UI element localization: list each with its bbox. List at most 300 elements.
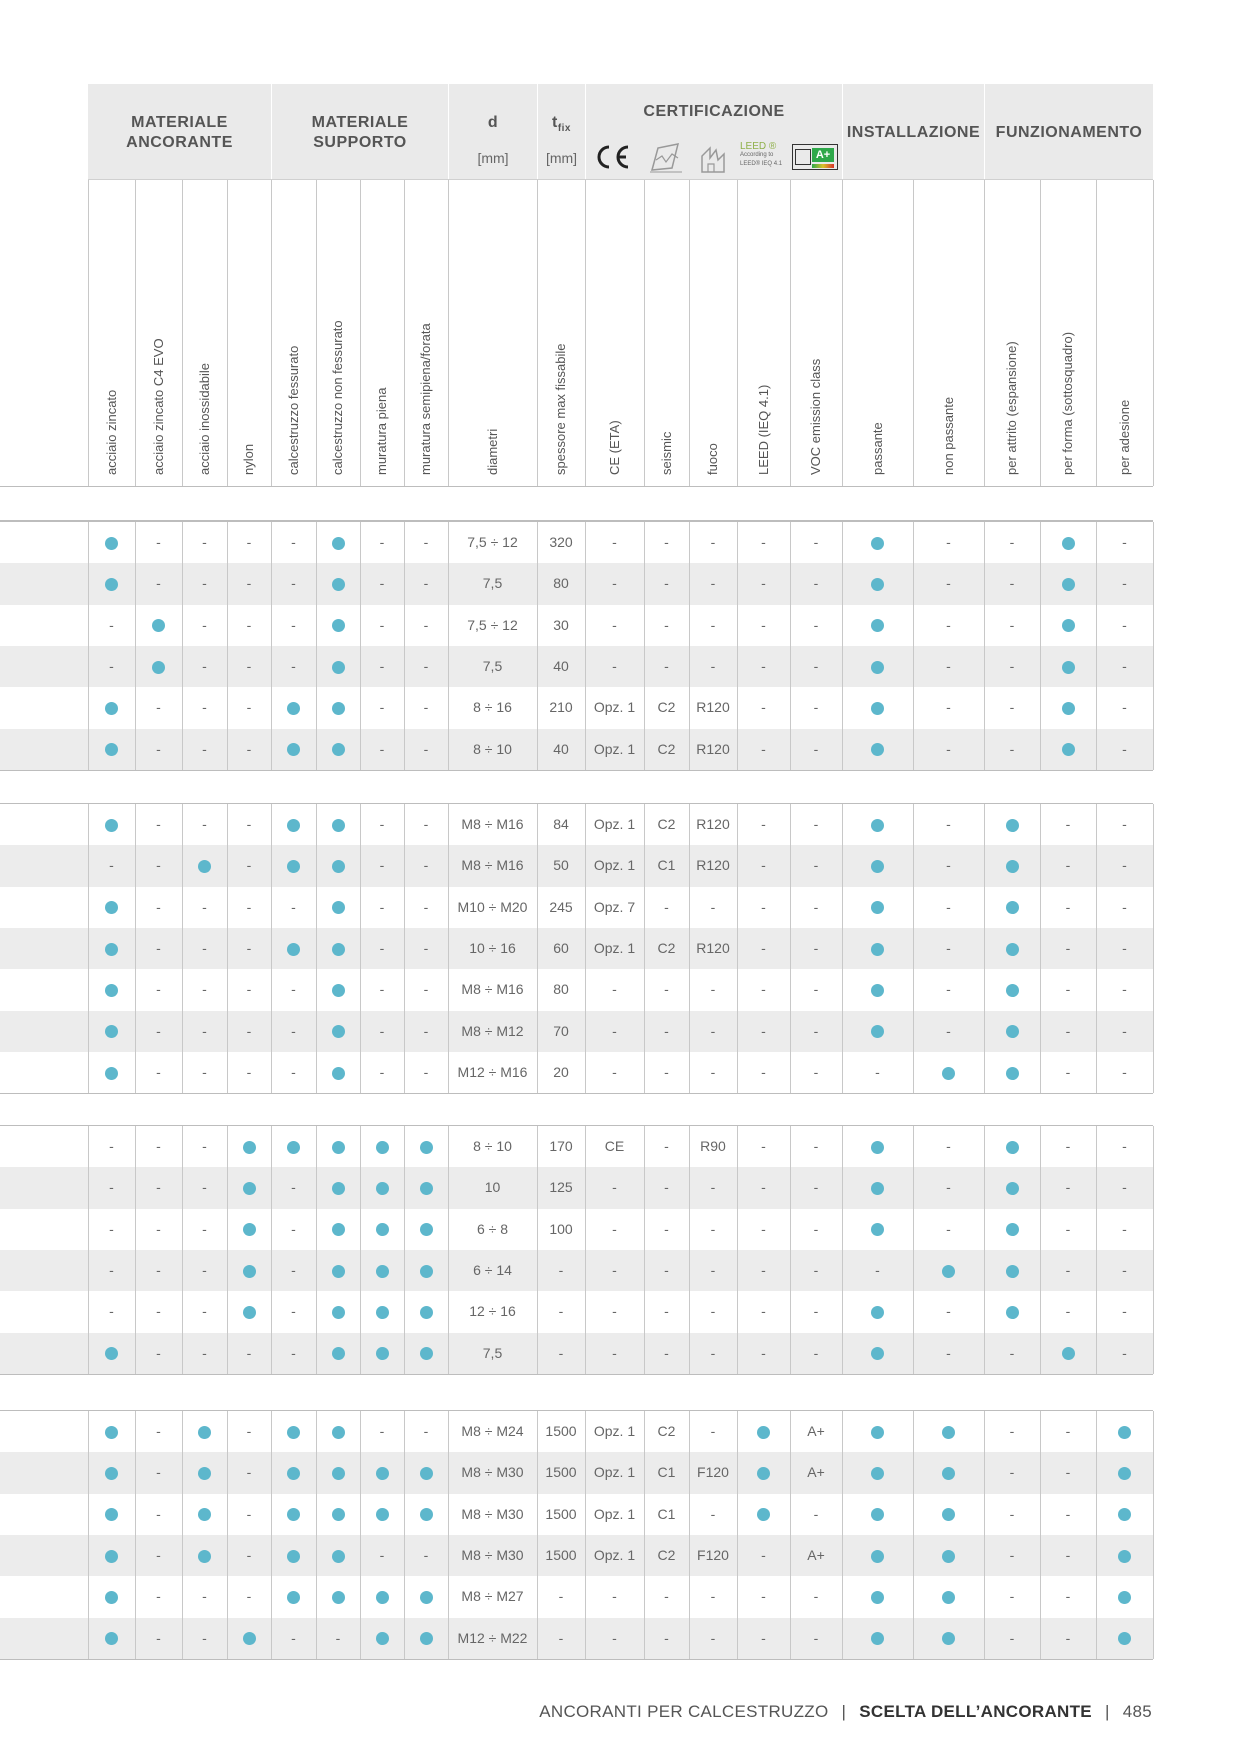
table-cell: -: [423, 939, 429, 956]
dot-icon: [332, 984, 345, 997]
dot-marker: [842, 605, 913, 646]
table-cell: Opz. 1: [593, 1546, 636, 1563]
table-cell: -: [710, 657, 716, 674]
header-unit: [mm]: [545, 150, 578, 166]
dot-icon: [871, 537, 884, 550]
table-cell: -: [710, 1588, 716, 1605]
table-cell: -: [202, 1138, 207, 1154]
table-cell: Opz. 1: [593, 939, 636, 956]
dot-marker: [737, 1452, 790, 1493]
table-cell: -: [246, 1423, 252, 1439]
dot-icon: [332, 1467, 345, 1480]
table-row: [0, 1494, 1153, 1535]
table-cell: -: [423, 1022, 429, 1039]
table-cell: -: [1009, 1423, 1015, 1439]
dot-icon: [105, 1591, 118, 1604]
dot-marker: [842, 845, 913, 886]
dot-icon: [871, 743, 884, 756]
table-cell: -: [379, 1022, 385, 1039]
column-label: acciaio zincato: [103, 389, 119, 475]
table-cell: 12 ÷ 16: [469, 1303, 516, 1320]
table-row: [0, 1618, 1153, 1659]
table-cell: -: [813, 1344, 819, 1361]
table-cell: -: [664, 898, 669, 915]
dot-icon: [1006, 1306, 1019, 1319]
header-label: CERTIFICAZIONE: [643, 103, 785, 120]
dot-icon: [376, 1632, 389, 1645]
table-cell: -: [423, 981, 429, 998]
table-cell: -: [612, 1022, 617, 1039]
dot-marker: [913, 1411, 984, 1452]
table-cell: -: [612, 1344, 617, 1361]
table-cell: -: [1065, 981, 1071, 998]
column-divider: [790, 180, 791, 486]
table-cell: -: [664, 1344, 669, 1361]
dot-icon: [332, 537, 345, 550]
dot-icon: [871, 1223, 884, 1236]
table-cell: -: [423, 534, 429, 550]
table-cell: 6 ÷ 14: [473, 1261, 512, 1278]
table-cell: -: [291, 1344, 296, 1361]
table-cell: 60: [553, 939, 569, 956]
table-cell: -: [813, 740, 819, 757]
column-label: fuoco: [705, 443, 720, 475]
table-cell: -: [379, 699, 385, 716]
dot-marker: [404, 1576, 448, 1617]
table-cell: -: [813, 699, 819, 716]
column-divider: [644, 180, 645, 486]
dot-icon: [152, 661, 165, 674]
table-cell: CE: [604, 1138, 625, 1154]
dot-icon: [287, 943, 300, 956]
header-tfix: [538, 84, 585, 179]
dot-marker: [404, 1618, 448, 1659]
dot-marker: [404, 1126, 448, 1167]
column-label: spessore max fissabile: [553, 343, 568, 475]
dot-marker: [360, 1333, 404, 1374]
table-cell: -: [875, 1261, 880, 1278]
dot-marker: [984, 1011, 1040, 1052]
table-cell: -: [664, 657, 669, 674]
header-materiale-supporto: [272, 84, 448, 179]
table-cell: -: [761, 575, 766, 592]
table-cell: -: [612, 657, 617, 674]
table-cell: -: [1122, 1138, 1127, 1154]
table-cell: -: [202, 898, 207, 915]
column-divider: [689, 180, 690, 486]
table-cell: M8 ÷ M16: [461, 816, 524, 832]
footer-separator: |: [841, 1702, 847, 1721]
table-cell: -: [1065, 1179, 1071, 1196]
table-cell: -: [1065, 1022, 1071, 1039]
table-cell: -: [664, 1138, 669, 1154]
dot-icon: [332, 1182, 345, 1195]
dot-marker: [88, 1411, 135, 1452]
column-label: nylon: [241, 443, 256, 475]
table-cell: -: [946, 857, 951, 874]
table-cell: -: [156, 699, 161, 716]
dot-icon: [1006, 901, 1019, 914]
dot-icon: [243, 1632, 256, 1645]
dot-icon: [287, 743, 300, 756]
table-cell: -: [246, 575, 252, 592]
column-label: per forma (sottosquadro): [1060, 331, 1075, 475]
table-cell: 70: [553, 1022, 569, 1039]
dot-icon: [332, 1550, 345, 1563]
table-cell: -: [379, 939, 385, 956]
table-cell: -: [761, 616, 766, 633]
table-cell: -: [379, 1546, 385, 1563]
header-label: [538, 113, 585, 139]
table-cell: -: [761, 699, 766, 716]
table-cell: -: [946, 1303, 951, 1320]
dot-marker: [271, 729, 316, 770]
dot-icon: [942, 1550, 955, 1563]
table-cell: -: [1009, 1464, 1015, 1481]
dot-marker: [984, 1291, 1040, 1332]
table-cell: -: [379, 816, 385, 832]
dot-marker: [404, 1494, 448, 1535]
dot-marker: [1096, 1618, 1153, 1659]
table-cell: -: [423, 816, 429, 832]
dot-marker: [1040, 729, 1096, 770]
dot-icon: [942, 1508, 955, 1521]
table-cell: -: [710, 534, 716, 550]
table-cell: -: [1065, 816, 1071, 832]
table-cell: -: [813, 1588, 819, 1605]
table-cell: -: [156, 1629, 161, 1646]
dot-icon: [871, 1550, 884, 1563]
dot-marker: [1096, 1411, 1153, 1452]
dot-marker: [182, 1494, 227, 1535]
dot-marker: [88, 1494, 135, 1535]
column-label: per attrito (espansione): [1004, 341, 1019, 475]
dot-marker: [842, 729, 913, 770]
header-label: d: [487, 114, 499, 131]
dot-marker: [842, 1452, 913, 1493]
column-divider: [842, 180, 843, 486]
dot-marker: [404, 1333, 448, 1374]
table-cell: -: [558, 1344, 564, 1361]
column-label: calcestruzzo non fessurato: [330, 320, 345, 475]
dot-icon: [105, 901, 118, 914]
table-cell: -: [813, 1629, 819, 1646]
table-cell: -: [761, 534, 766, 550]
table-cell: C1: [657, 1464, 676, 1481]
dot-icon: [332, 819, 345, 832]
dot-marker: [182, 1535, 227, 1576]
table-cell: -: [946, 534, 951, 550]
dot-marker: [316, 646, 360, 687]
header-materiale-ancorante: [88, 84, 271, 179]
dot-marker: [913, 1052, 984, 1093]
table-cell: Opz. 1: [593, 1464, 636, 1481]
table-cell: -: [291, 1179, 296, 1196]
dot-marker: [842, 804, 913, 845]
table-cell: -: [1065, 939, 1071, 956]
voc-emission-icon: [792, 144, 838, 170]
table-cell: M8 ÷ M27: [461, 1588, 524, 1605]
table-cell: -: [710, 1629, 716, 1646]
dot-icon: [332, 943, 345, 956]
table-cell: 8 ÷ 10: [473, 740, 512, 757]
table-cell: -: [1009, 699, 1015, 716]
dot-marker: [1040, 687, 1096, 728]
column-divider: [585, 180, 586, 486]
table-cell: -: [156, 981, 161, 998]
table-cell: -: [1009, 534, 1015, 550]
dot-marker: [316, 1052, 360, 1093]
table-row: [0, 1576, 1153, 1617]
dot-marker: [182, 1411, 227, 1452]
header-certificazione: [586, 84, 842, 179]
dot-marker: [1040, 1333, 1096, 1374]
table-cell: A+: [807, 1546, 825, 1563]
dot-icon: [871, 1632, 884, 1645]
table-cell: -: [156, 575, 161, 592]
table-cell: -: [246, 981, 252, 998]
table-cell: M12 ÷ M22: [457, 1629, 528, 1646]
table-cell: -: [1122, 740, 1127, 757]
column-divider: [404, 180, 405, 486]
dot-marker: [316, 1535, 360, 1576]
header-unit: [mm]: [477, 150, 509, 166]
dot-marker: [227, 1291, 271, 1332]
table-cell: A+: [807, 1464, 825, 1481]
table-cell: M8 ÷ M12: [461, 1022, 524, 1039]
table-cell: -: [202, 1063, 207, 1080]
dot-icon: [332, 1508, 345, 1521]
table-cell: -: [664, 1629, 669, 1646]
table-cell: -: [291, 534, 296, 550]
dot-icon: [871, 1591, 884, 1604]
table-cell: -: [202, 1220, 207, 1237]
table-cell: 10 ÷ 16: [469, 939, 516, 956]
table-cell: -: [246, 857, 252, 874]
table-row: [0, 646, 1153, 687]
table-cell: -: [246, 1505, 252, 1522]
dot-icon: [420, 1347, 433, 1360]
table-cell: -: [813, 1138, 819, 1154]
table-cell: -: [202, 1629, 207, 1646]
table-cell: 7,5: [482, 575, 503, 592]
dot-icon: [105, 1632, 118, 1645]
dot-icon: [332, 1306, 345, 1319]
table-cell: 6 ÷ 8: [476, 1220, 509, 1237]
dot-icon: [198, 1467, 211, 1480]
table-cell: -: [1122, 575, 1127, 592]
table-cell: -: [156, 740, 161, 757]
column-divider: [227, 180, 228, 486]
table-cell: -: [946, 699, 951, 716]
dot-marker: [88, 1333, 135, 1374]
dot-icon: [376, 1141, 389, 1154]
divider: [0, 486, 1153, 487]
table-cell: -: [156, 1505, 161, 1522]
dot-icon: [757, 1508, 770, 1521]
dot-marker: [842, 887, 913, 928]
dot-icon: [287, 860, 300, 873]
table-cell: -: [946, 816, 951, 832]
table-cell: C2: [657, 1546, 676, 1563]
dot-marker: [316, 845, 360, 886]
table-cell: -: [710, 1063, 716, 1080]
dot-icon: [105, 984, 118, 997]
table-row: [0, 928, 1153, 969]
table-cell: -: [379, 534, 385, 550]
table-cell: -: [246, 1344, 252, 1361]
table-cell: -: [813, 857, 819, 874]
table-cell: -: [761, 1303, 766, 1320]
dot-marker: [316, 1250, 360, 1291]
dot-icon: [420, 1141, 433, 1154]
table-cell: -: [710, 1303, 716, 1320]
dot-icon: [1062, 1347, 1075, 1360]
table-cell: 8 ÷ 16: [473, 699, 512, 716]
dot-marker: [88, 887, 135, 928]
table-cell: -: [664, 1022, 669, 1039]
table-cell: -: [1122, 857, 1127, 874]
table-cell: -: [1009, 616, 1015, 633]
dot-marker: [842, 1126, 913, 1167]
table-cell: -: [156, 1546, 161, 1563]
table-cell: -: [664, 1063, 669, 1080]
table-cell: -: [156, 1303, 161, 1320]
dot-marker: [842, 1576, 913, 1617]
dot-marker: [842, 1333, 913, 1374]
table-cell: -: [813, 616, 819, 633]
dot-marker: [842, 928, 913, 969]
table-cell: 7,5: [482, 657, 503, 674]
dot-marker: [1040, 522, 1096, 563]
table-cell: -: [813, 1022, 819, 1039]
dot-icon: [871, 819, 884, 832]
column-divider: [1153, 804, 1154, 1093]
table-cell: -: [202, 1303, 207, 1320]
dot-icon: [420, 1223, 433, 1236]
dot-marker: [316, 1333, 360, 1374]
dot-icon: [757, 1467, 770, 1480]
table-cell: -: [109, 1261, 114, 1278]
dot-icon: [1062, 537, 1075, 550]
table-cell: -: [1065, 1588, 1071, 1605]
dot-icon: [243, 1141, 256, 1154]
table-row: [0, 522, 1153, 563]
dot-icon: [332, 702, 345, 715]
table-cell: -: [246, 657, 252, 674]
table-cell: -: [291, 575, 296, 592]
column-label: acciaio inossidabile: [196, 362, 212, 475]
table-cell: -: [1009, 1344, 1015, 1361]
table-cell: -: [761, 981, 766, 998]
dot-marker: [984, 928, 1040, 969]
table-row: [0, 1167, 1153, 1208]
dot-marker: [316, 522, 360, 563]
dot-icon: [376, 1223, 389, 1236]
table-cell: 1500: [545, 1464, 577, 1481]
table-cell: -: [291, 898, 296, 915]
table-cell: 7,5: [482, 1344, 503, 1361]
table-cell: -: [710, 1220, 716, 1237]
dot-icon: [332, 1141, 345, 1154]
dot-marker: [842, 1167, 913, 1208]
table-cell: Opz. 1: [593, 740, 636, 757]
dot-icon: [376, 1182, 389, 1195]
table-cell: -: [1122, 616, 1127, 633]
dot-marker: [316, 1126, 360, 1167]
table-cell: -: [761, 939, 766, 956]
dot-marker: [913, 1618, 984, 1659]
dot-marker: [842, 563, 913, 604]
column-divider: [1153, 1126, 1154, 1374]
dot-marker: [316, 969, 360, 1010]
table-cell: -: [813, 1261, 819, 1278]
table-cell: -: [813, 816, 819, 832]
table-cell: -: [813, 1220, 819, 1237]
dot-marker: [360, 1291, 404, 1332]
dot-icon: [105, 943, 118, 956]
table-row: [0, 1209, 1153, 1250]
table-cell: 40: [553, 740, 569, 757]
table-cell: -: [202, 1179, 207, 1196]
dot-marker: [316, 887, 360, 928]
table-cell: -: [664, 1261, 669, 1278]
dot-icon: [332, 619, 345, 632]
table-cell: -: [813, 898, 819, 915]
dot-marker: [913, 1452, 984, 1493]
table-cell: 40: [553, 657, 569, 674]
table-cell: -: [710, 1179, 716, 1196]
dot-icon: [332, 1067, 345, 1080]
dot-icon: [871, 901, 884, 914]
dot-marker: [1096, 1494, 1153, 1535]
table-cell: R120: [696, 740, 730, 757]
column-label: muratura piena: [374, 387, 389, 475]
dot-marker: [271, 804, 316, 845]
section-bottom-border: [0, 770, 1153, 771]
header-label: INSTALLAZIONE: [846, 124, 981, 141]
table-cell: R120: [696, 816, 730, 832]
page-footer: [539, 1702, 1152, 1722]
table-cell: -: [202, 1588, 207, 1605]
table-cell: C2: [657, 740, 676, 757]
table-cell: Opz. 1: [593, 857, 636, 874]
table-cell: 80: [553, 981, 569, 998]
table-cell: -: [291, 1022, 296, 1039]
table-cell: -: [1065, 1464, 1071, 1481]
dot-icon: [1006, 860, 1019, 873]
table-cell: -: [1122, 657, 1127, 674]
dot-marker: [842, 1209, 913, 1250]
table-cell: -: [1122, 1261, 1127, 1278]
table-cell: -: [202, 939, 207, 956]
dot-marker: [88, 1576, 135, 1617]
column-divider: [135, 180, 136, 486]
dot-marker: [842, 646, 913, 687]
table-cell: -: [1065, 1505, 1071, 1522]
dot-icon: [1062, 578, 1075, 591]
dot-icon: [243, 1223, 256, 1236]
table-cell: -: [761, 1063, 766, 1080]
table-cell: -: [1065, 1138, 1071, 1154]
table-cell: R120: [696, 699, 730, 716]
house-icon: [795, 149, 811, 165]
dot-icon: [332, 860, 345, 873]
dot-icon: [420, 1632, 433, 1645]
table-cell: -: [109, 616, 114, 633]
dot-icon: [198, 860, 211, 873]
dot-icon: [287, 1508, 300, 1521]
